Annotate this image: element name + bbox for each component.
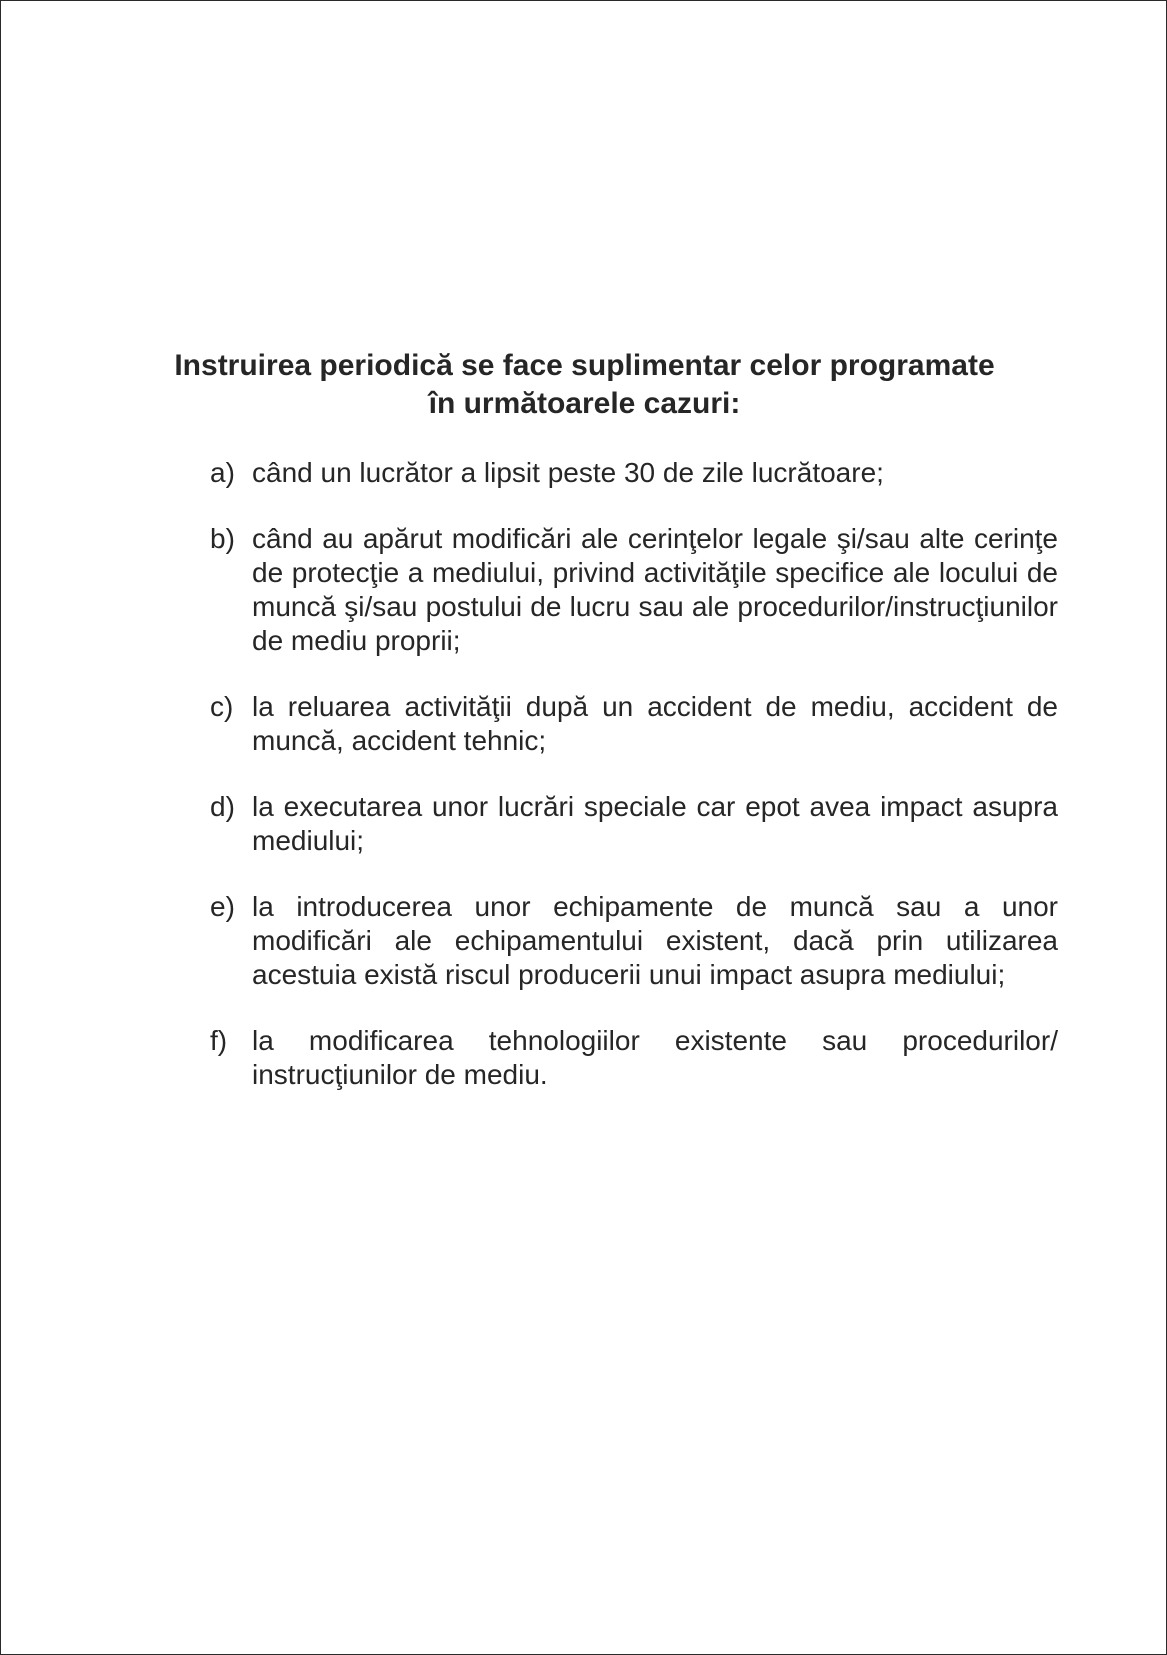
list-marker: b) xyxy=(210,523,235,554)
list-item-text: la executarea unor lucrări speciale car epot avea impact asupra mediului; xyxy=(252,791,1058,856)
list-marker: a) xyxy=(210,457,235,488)
list-marker: d) xyxy=(210,791,235,822)
list-marker: e) xyxy=(210,891,235,922)
list-item-f xyxy=(210,1024,1058,1092)
list-item-text: la reluarea activităţii după un accident de mediu, accident de muncă, accident tehnic; xyxy=(252,691,1058,756)
list-marker: f) xyxy=(210,1025,228,1056)
list-item-b xyxy=(210,522,1058,658)
list-item-text: la modificarea tehnologiilor existente sau procedurilor/ instrucţiunilor de mediu. xyxy=(252,1025,1058,1090)
list-item-text: când au apărut modificări ale cerinţelor legale şi/sau alte cerinţe de protecţie a mediului, privind activităţile specifice ale locului de muncă şi/sau postului de lucru sau ale procedurilor/instrucţiunilor de mediu proprii; xyxy=(252,523,1058,656)
list-item-c xyxy=(210,690,1058,758)
document-title-line-2: în următoarele cazuri: xyxy=(428,387,741,420)
cases-list xyxy=(210,456,1058,1124)
list-item-text: la introducerea unor echipamente de muncă sau a unor modificări ale echipamentului existent, dacă prin utilizarea acestuia există riscul producerii unui impact asupra mediului; xyxy=(252,891,1058,990)
list-item-e xyxy=(210,890,1058,992)
list-item-a xyxy=(210,456,1058,490)
document-title-line-1: Instruirea periodică se face suplimentar celor programate xyxy=(174,349,995,382)
list-marker: c) xyxy=(210,691,234,722)
list-item-text: când un lucrător a lipsit peste 30 de zile lucrătoare; xyxy=(252,457,884,488)
list-item-d xyxy=(210,790,1058,858)
document-title xyxy=(101,347,1068,423)
